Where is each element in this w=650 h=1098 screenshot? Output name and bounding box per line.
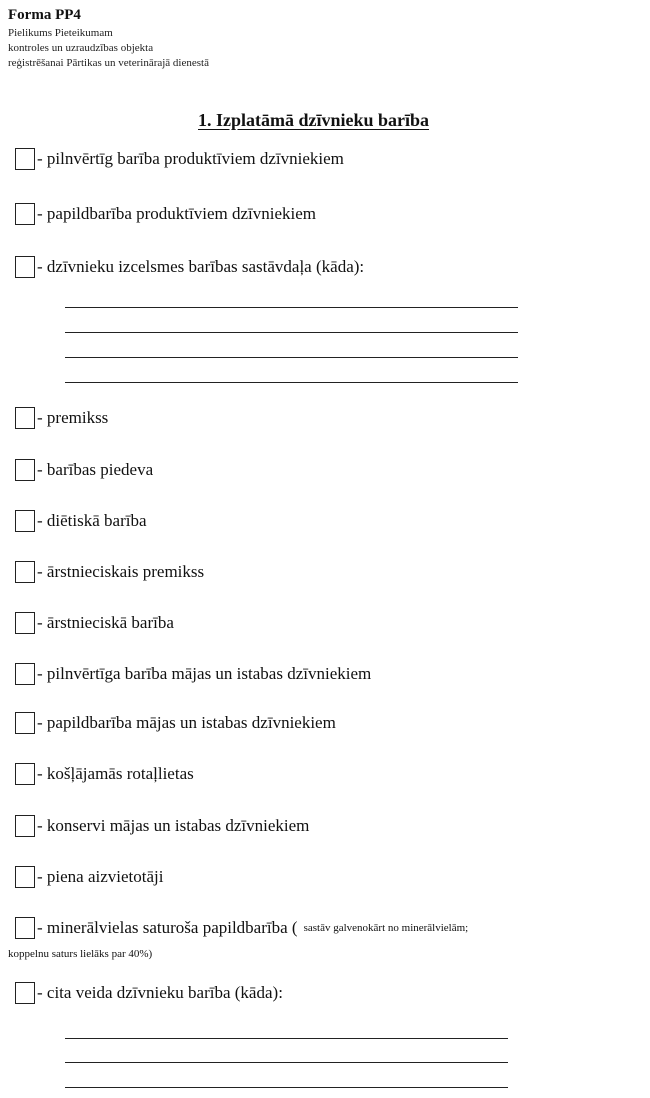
header-line-2: kontroles un uzraudzības objekta [8,42,154,54]
checkbox[interactable] [15,663,35,685]
checkbox[interactable] [15,407,35,429]
checkbox[interactable] [15,917,35,939]
checkbox-item[interactable] [15,661,371,687]
write-in-line[interactable] [65,307,518,308]
checkbox-item[interactable] [15,915,468,941]
write-in-line[interactable] [65,332,518,333]
checkbox-label: - barības piedeva [37,460,154,479]
checkbox[interactable] [15,982,35,1004]
checkbox-item[interactable] [15,761,194,787]
section-title: 1. Izplatāmā dzīvnieku barība [198,110,430,130]
checkbox[interactable] [15,148,35,170]
checkbox-label: - pilnvērtīg barība produktīviem dzīvniekiem [37,149,344,168]
checkbox-label: - košļājamās rotaļlietas [37,764,194,783]
checkbox-label: - piena aizvietotāji [37,867,164,886]
checkbox[interactable] [15,763,35,785]
checkbox[interactable] [15,712,35,734]
checkbox-label: - dzīvnieku izcelsmes barības sastāvdaļa (kāda): [37,257,365,276]
checkbox-label: - diētiskā barība [37,511,147,530]
checkbox-item[interactable] [15,254,364,280]
checkbox[interactable] [15,815,35,837]
checkbox-item[interactable] [15,864,164,890]
checkbox-item[interactable] [15,559,204,585]
write-in-line[interactable] [65,1087,508,1088]
checkbox-note: sastāv galvenokārt no minerālvielām; [303,922,469,934]
checkbox-label: - ārstnieciskais premikss [37,562,205,581]
checkbox-label: - ārstnieciskā barība [37,613,174,632]
checkbox[interactable] [15,510,35,532]
checkbox-label: - papildbarība produktīviem dzīvniekiem [37,204,317,223]
form-title: Forma PP4 [8,7,81,23]
write-in-line[interactable] [65,1062,508,1063]
checkbox-label: - papildbarība mājas un istabas dzīvniekiem [37,713,336,732]
checkbox[interactable] [15,256,35,278]
checkbox-label: - konservi mājas un istabas dzīvniekiem [37,816,310,835]
write-in-line[interactable] [65,1038,508,1039]
checkbox[interactable] [15,866,35,888]
checkbox-item[interactable] [15,201,316,227]
checkbox[interactable] [15,459,35,481]
checkbox[interactable] [15,561,35,583]
checkbox-item[interactable] [15,980,283,1006]
checkbox[interactable] [15,612,35,634]
header-line-3: reģistrēšanai Pārtikas un veterinārajā dienestā [8,57,209,69]
write-in-line[interactable] [65,357,518,358]
mineral-note-continued: koppelnu saturs lielāks par 40%) [8,948,153,960]
checkbox-item[interactable] [15,610,174,636]
checkbox-item[interactable] [15,508,147,534]
checkbox-item[interactable] [15,457,153,483]
checkbox-item[interactable] [15,813,309,839]
checkbox-item[interactable] [15,405,108,431]
checkbox-label: - minerālvielas saturoša papildbarība ( [37,918,298,937]
checkbox[interactable] [15,203,35,225]
write-in-line[interactable] [65,382,518,383]
checkbox-label: - cita veida dzīvnieku barība (kāda): [37,983,283,1002]
checkbox-label: - premikss [37,408,109,427]
header-line-1: Pielikums Pieteikumam [8,27,113,39]
checkbox-item[interactable] [15,710,336,736]
checkbox-label: - pilnvērtīga barība mājas un istabas dzīvniekiem [37,664,372,683]
checkbox-item[interactable] [15,146,344,172]
